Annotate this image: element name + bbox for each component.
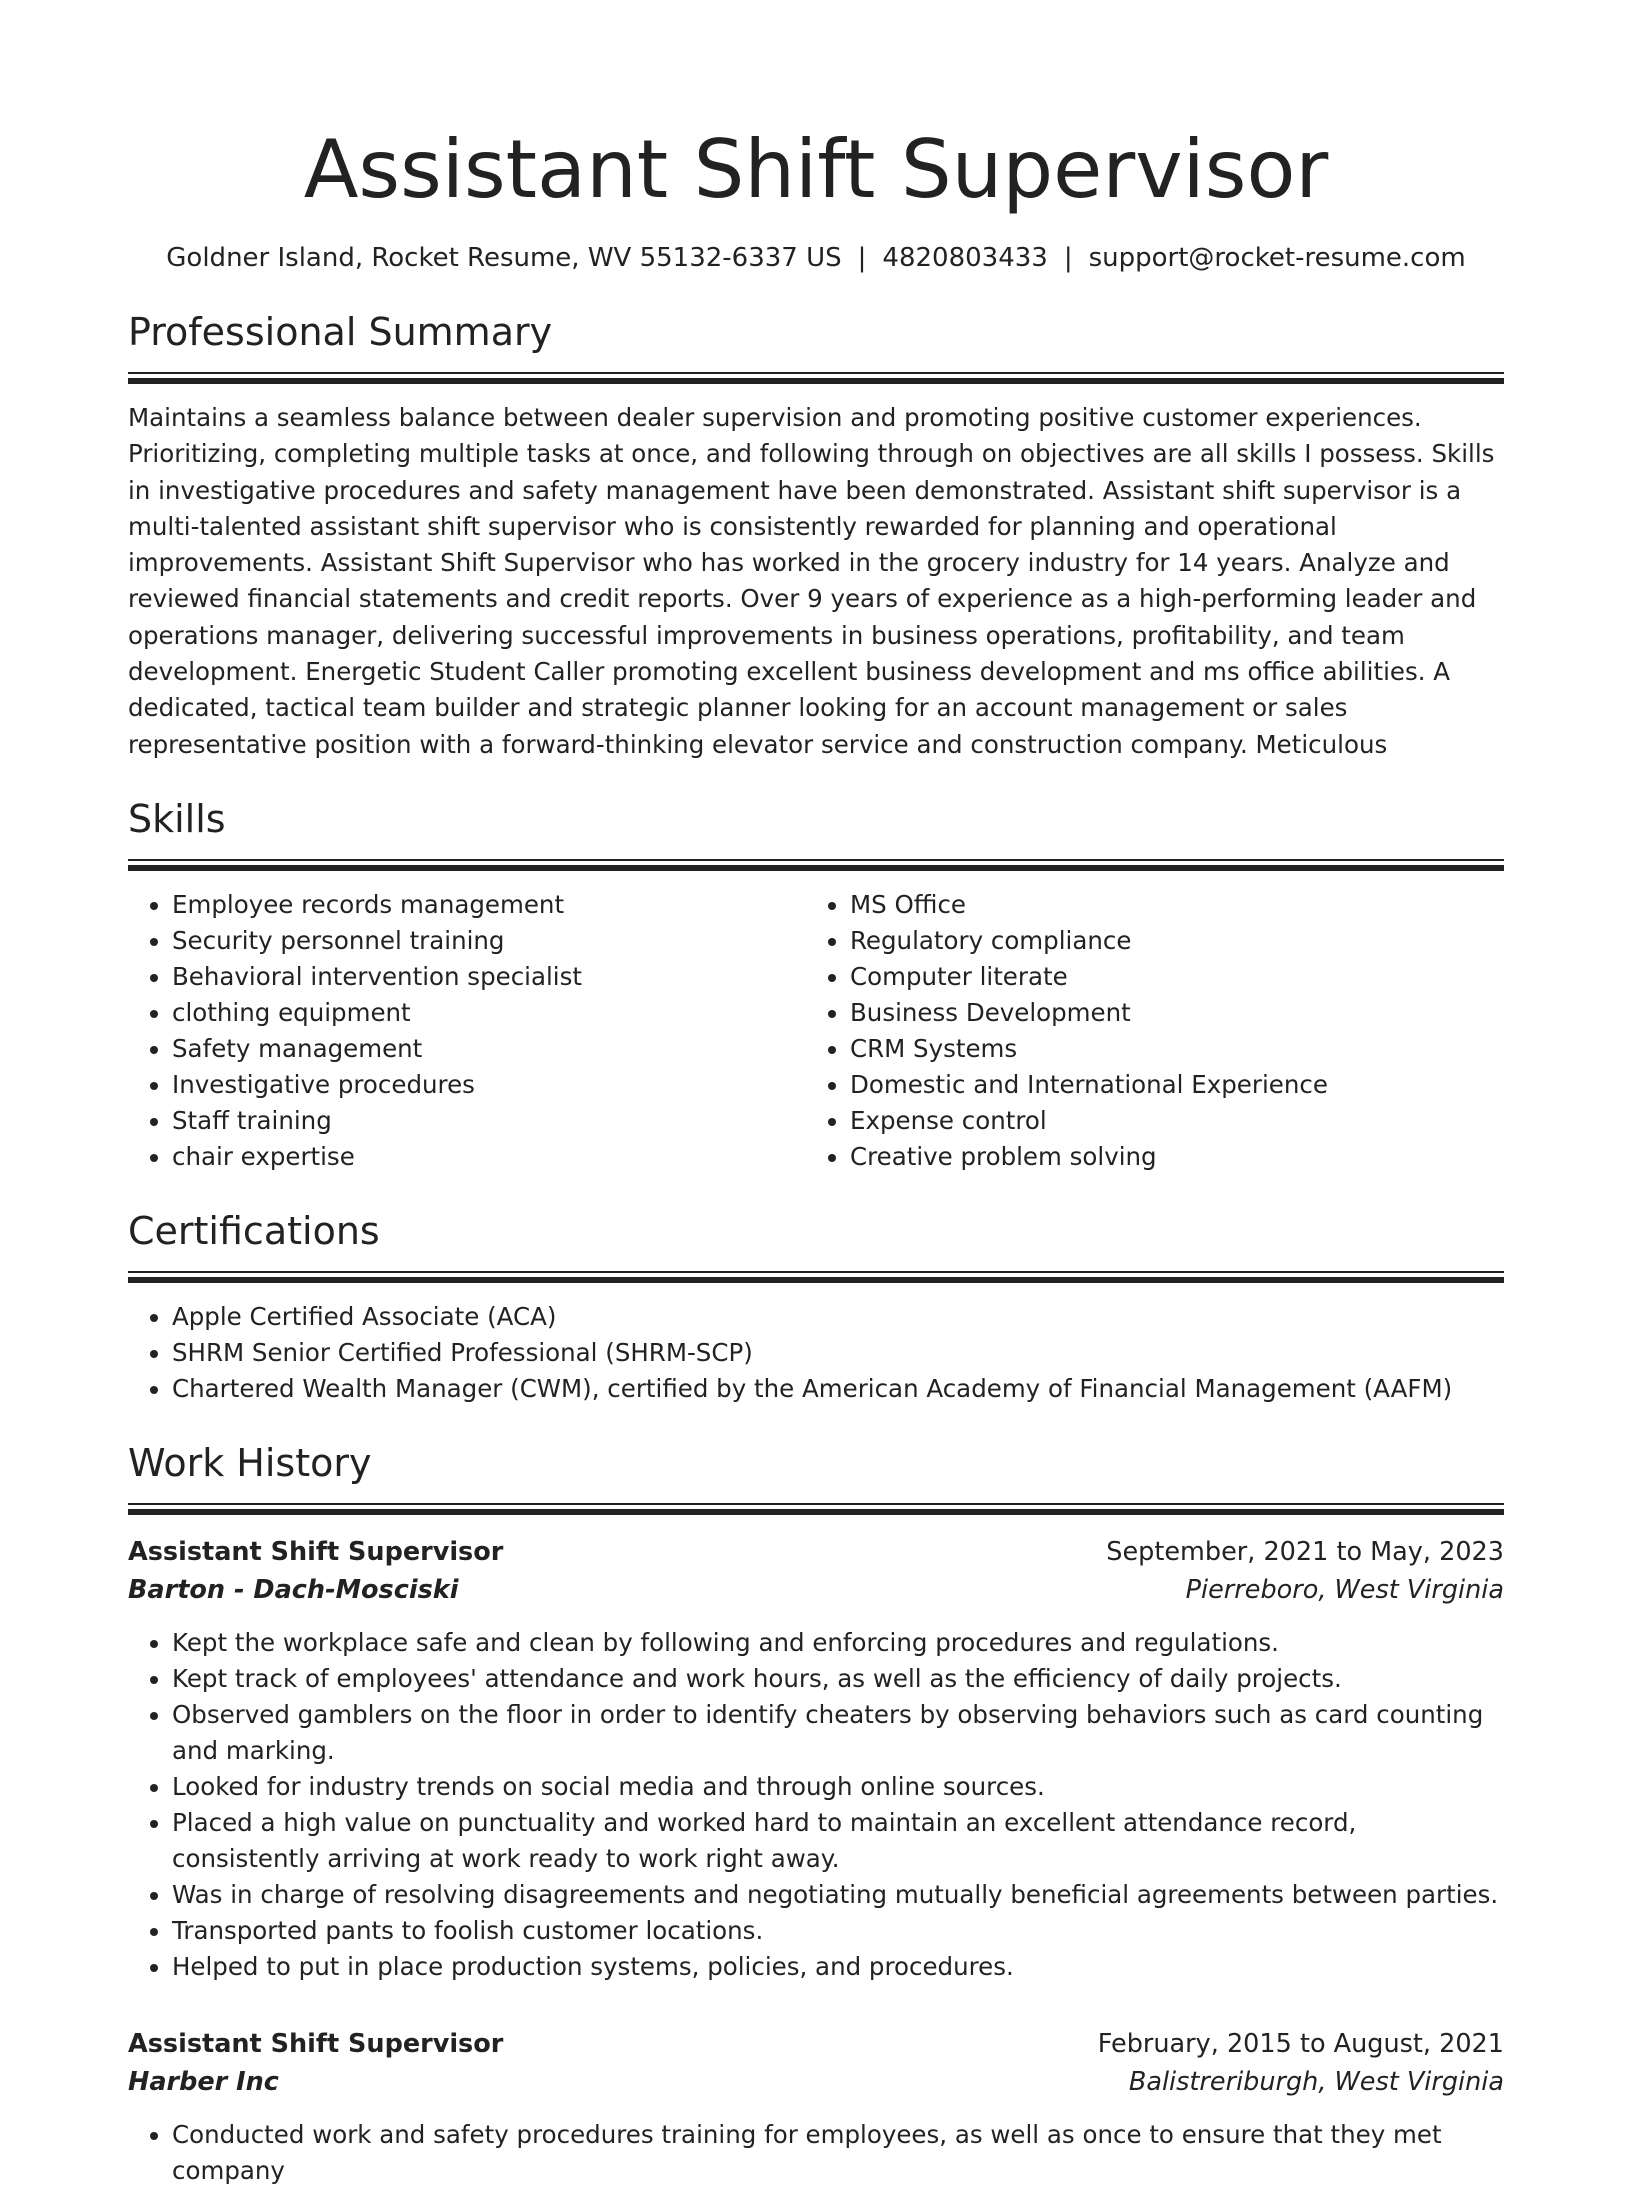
section-divider [128,1503,1504,1515]
certification-item: • Apple Certified Associate (ACA) [172,1299,1504,1335]
job-bullet: • Looked for industry trends on social media and through online sources. [172,1769,1504,1805]
job-header-row [128,2025,1504,2063]
job-location: Balistreriburgh, West Virginia [1128,2066,1504,2097]
contact-separator: | [857,243,867,273]
section-divider [128,372,1504,384]
skill-item: • Employee records management [172,887,806,923]
job-dates: February, 2015 to August, 2021 [1097,2028,1504,2059]
section-certifications [128,1207,1504,1407]
contact-email: support@rocket-resume.com [1088,243,1466,273]
skill-item: • Security personnel training [172,923,806,959]
contact-line [128,240,1504,276]
section-divider [128,1271,1504,1283]
job-subheader-row [128,1571,1504,1609]
job-entry [128,2025,1504,2189]
job-location: Pierreboro, West Virginia [1185,1574,1504,1605]
skills-list-left [128,887,806,1175]
contact-phone: 4820803433 [882,243,1048,273]
summary-text: Maintains a seamless balance between dealer supervision and promoting positive customer experiences. Prioritizing, completing multiple tasks at once, and following through on objectives are all skills I possess. Skills in investigative procedures and safety management have been demonstrated. Assistant shift supervisor is a multi-talented assistant shift supervisor who is consistently rewarded for planning and operational improvements. Assistant Shift Supervisor who has worked in the grocery industry for 14 years. Analyze and reviewed financial statements and credit reports. Over 9 years of experience as a high-performing leader and operations manager, delivering successful improvements in business operations, profitability, and team development. Energetic Student Caller promoting excellent business development and ms office abilities. A dedicated, tactical team builder and strategic planner looking for an account management or sales representative position with a forward-thinking elevator service and construction company. Meticulous [128,403,1495,759]
certifications-list [128,1299,1504,1407]
skill-item: • clothing equipment [172,995,806,1031]
job-bullet: • Kept track of employees' attendance and work hours, as well as the efficiency of daily projects. [172,1661,1504,1697]
skill-item: • Domestic and International Experience [850,1067,1484,1103]
skill-item: • Investigative procedures [172,1067,806,1103]
job-subheader-row [128,2063,1504,2101]
skill-item: • Business Development [850,995,1484,1031]
skill-item: • CRM Systems [850,1031,1484,1067]
job-entry [128,1533,1504,1985]
contact-separator: | [1063,243,1073,273]
skill-item: • Expense control [850,1103,1484,1139]
section-title: Skills [128,796,226,841]
job-bullet: • Transported pants to foolish customer locations. [172,1913,1504,1949]
section-divider [128,859,1504,871]
job-title: Assistant Shift Supervisor [128,1536,504,1567]
skill-item: • Creative problem solving [850,1139,1484,1175]
skills-columns [128,887,1504,1175]
resume-name: Assistant Shift Supervisor [303,123,1329,216]
section-skills [128,795,1504,1175]
skill-item: • Behavioral intervention specialist [172,959,806,995]
job-company: Harber Inc [128,2066,279,2097]
job-header-row [128,1533,1504,1571]
section-professional-summary [128,308,1504,763]
skills-list-right [806,887,1484,1175]
section-title: Work History [128,1440,372,1485]
contact-address: Goldner Island, Rocket Resume, WV 55132-6337 US [166,243,842,273]
skill-item: • chair expertise [172,1139,806,1175]
skill-item: • Safety management [172,1031,806,1067]
section-work-history [128,1439,1504,2189]
job-bullet: • Conducted work and safety procedures training for employees, as well as once to ensure that they met company [172,2117,1504,2189]
job-bullet: • Kept the workplace safe and clean by following and enforcing procedures and regulations. [172,1625,1504,1661]
skill-item: • MS Office [850,887,1484,923]
job-bullet-list [128,2117,1504,2189]
job-bullet: • Placed a high value on punctuality and worked hard to maintain an excellent attendance record, consistently arriving at work ready to work right away. [172,1805,1504,1877]
job-bullet-list [128,1625,1504,1985]
certification-item: • Chartered Wealth Manager (CWM), certified by the American Academy of Financial Management (AAFM) [172,1371,1504,1407]
job-bullet: • Was in charge of resolving disagreements and negotiating mutually beneficial agreements between parties. [172,1877,1504,1913]
skill-item: • Computer literate [850,959,1484,995]
job-bullet: • Helped to put in place production systems, policies, and procedures. [172,1949,1504,1985]
job-company: Barton - Dach-Mosciski [128,1574,459,1605]
skill-item: • Regulatory compliance [850,923,1484,959]
section-title: Certifications [128,1208,380,1253]
certification-item: • SHRM Senior Certified Professional (SHRM-SCP) [172,1335,1504,1371]
section-title: Professional Summary [128,310,553,354]
job-title: Assistant Shift Supervisor [128,2028,504,2059]
resume-page [128,118,1504,2189]
job-bullet: • Observed gamblers on the floor in order to identify cheaters by observing behaviors such as card counting and marking. [172,1697,1504,1769]
job-dates: September, 2021 to May, 2023 [1106,1536,1504,1567]
skill-item: • Staff training [172,1103,806,1139]
